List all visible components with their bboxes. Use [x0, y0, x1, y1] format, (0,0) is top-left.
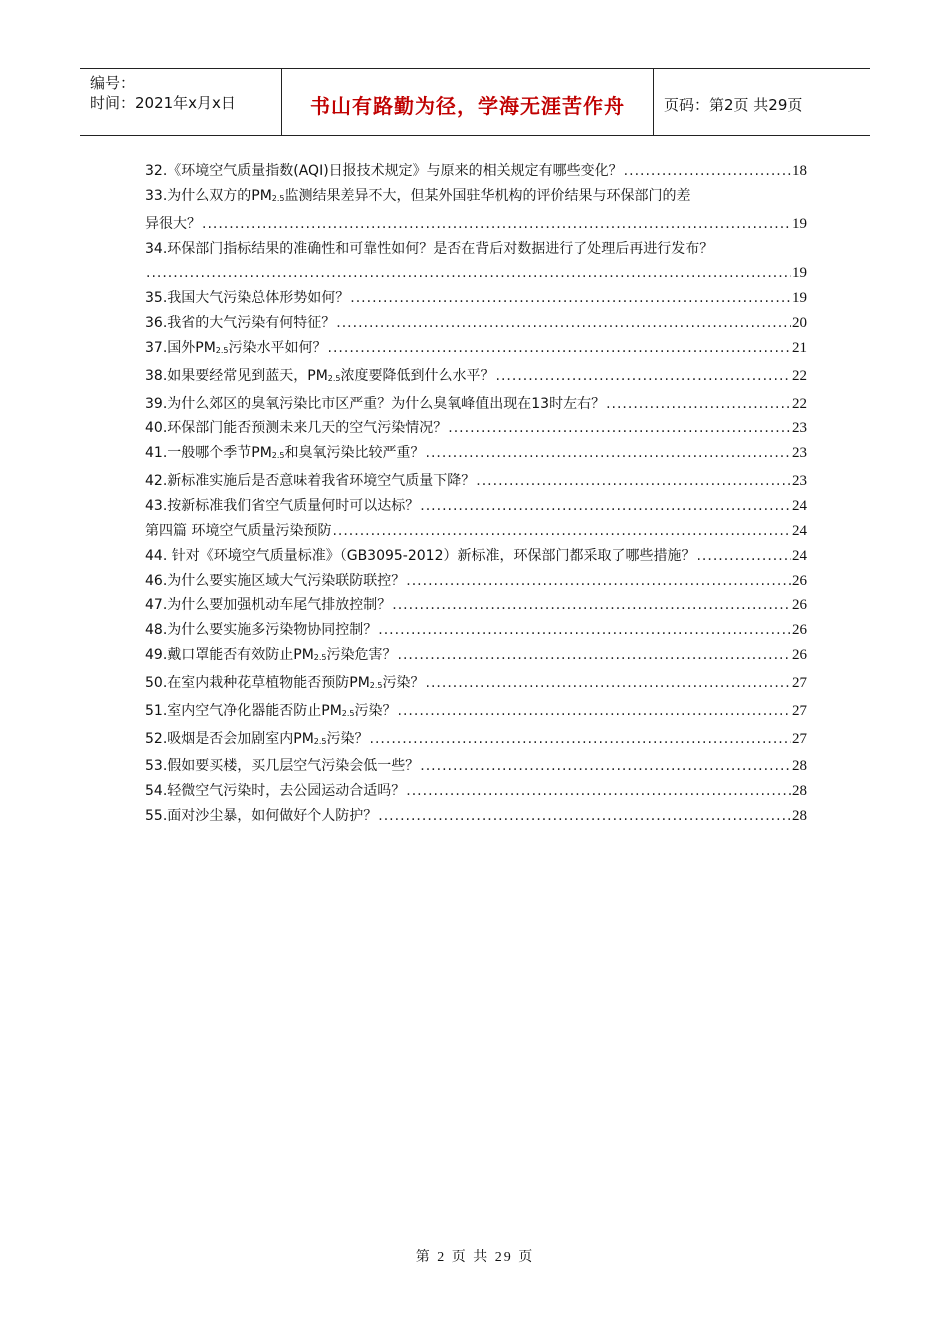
toc-entry-title: 51.室内空气净化器能否防止PM2.5污染？	[145, 702, 397, 719]
toc-entry[interactable]	[145, 392, 807, 417]
toc-dot-leader	[336, 311, 791, 336]
toc-page-number: 24	[792, 497, 807, 514]
toc-entry-title: 50.在室内栽种花草植物能否预防PM2.5污染？	[145, 674, 425, 691]
toc-entry[interactable]	[145, 311, 807, 336]
toc-entry-title: 49.戴口罩能否有效防止PM2.5污染危害？	[145, 647, 397, 664]
header-meta	[80, 69, 282, 135]
toc-entry-title: 47.为什么要加强机动车尾气排放控制？	[145, 597, 392, 614]
toc-page-number: 23	[792, 420, 807, 437]
toc-page-number: 26	[792, 597, 807, 614]
toc-entry[interactable]	[145, 364, 807, 392]
toc-entry-title: 35.我国大气污染总体形势如何？	[145, 290, 350, 307]
toc-dot-leader	[624, 159, 791, 184]
toc-page-number: 23	[792, 445, 807, 462]
toc-dot-leader	[476, 469, 791, 494]
toc-entry-title: 37.国外PM2.5污染水平如何？	[145, 339, 327, 356]
toc-entry-line: 33.为什么双方的PM2.5监测结果差异不大，但某外国驻华机构的评价结果与环保部门的差	[145, 187, 691, 204]
toc-page-number: 19	[792, 265, 807, 282]
toc-dot-leader	[350, 286, 791, 311]
toc-entry-title: 36.我省的大气污染有何特征？	[145, 315, 336, 332]
toc-dot-leader	[426, 441, 791, 466]
toc-entry-title: 55.面对沙尘暴，如何做好个人防护？	[145, 808, 378, 825]
toc-entry[interactable]	[145, 416, 807, 441]
toc-entry[interactable]	[145, 754, 807, 779]
toc-entry-line: 34.环保部门指标结果的准确性和可靠性如何？是否在背后对数据进行了处理后再进行发布？	[145, 240, 714, 257]
toc-dot-leader	[496, 364, 791, 389]
toc-dot-leader	[420, 754, 791, 779]
toc-page-number: 20	[792, 315, 807, 332]
toc-dot-leader	[406, 569, 791, 594]
toc-entry[interactable]	[145, 699, 807, 727]
toc-entry-title: 43.按新标准我们省空气质量何时可以达标？	[145, 497, 420, 514]
toc-page-number: 26	[792, 572, 807, 589]
toc-dot-leader	[146, 261, 791, 286]
toc-entry[interactable]	[145, 159, 807, 184]
toc-dot-leader	[398, 643, 791, 668]
toc-page-number: 27	[792, 674, 807, 691]
toc-entry[interactable]	[145, 336, 807, 364]
toc-page-number: 28	[792, 808, 807, 825]
toc-page-number: 27	[792, 730, 807, 747]
page-header	[80, 68, 870, 136]
toc-page-number: 18	[792, 163, 807, 179]
toc-page-number: 28	[792, 758, 807, 775]
toc-entry-title: 48.为什么要实施多污染物协同控制？	[145, 622, 378, 639]
toc-dot-leader	[426, 671, 791, 696]
toc-entry-title: 38.如果要经常见到蓝天，PM2.5浓度要降低到什么水平？	[145, 367, 495, 384]
toc-entry[interactable]	[145, 727, 807, 755]
toc-entry-title: 41.一般哪个季节PM2.5和臭氧污染比较严重？	[145, 445, 425, 462]
toc-dot-leader	[392, 593, 791, 618]
table-of-contents	[145, 159, 807, 829]
toc-page-number: 23	[792, 473, 807, 490]
toc-page-number: 22	[792, 395, 807, 412]
toc-dot-leader	[398, 699, 791, 724]
toc-entry-title: 32.《环境空气质量指数(AQI)日报技术规定》与原来的相关规定有哪些变化？	[145, 163, 623, 179]
toc-entry[interactable]	[145, 519, 807, 544]
toc-page-number: 22	[792, 367, 807, 384]
document-date: 时间：2021年x月x日	[90, 94, 236, 112]
toc-entry[interactable]	[145, 643, 807, 671]
toc-entry-title: 40.环保部门能否预测未来几天的空气污染情况？	[145, 420, 448, 437]
header-page-info: 页码：第2页 共29页	[664, 95, 803, 114]
toc-entry[interactable]	[145, 261, 807, 286]
toc-dot-leader	[448, 416, 791, 441]
toc-entry[interactable]	[145, 569, 807, 594]
toc-entry-title: 异很大？	[145, 215, 201, 232]
toc-page-number: 21	[792, 339, 807, 356]
toc-entry-title: 39.为什么郊区的臭氧污染比市区严重？为什么臭氧峰值出现在13时左右？	[145, 395, 606, 412]
toc-entry-title: 46.为什么要实施区域大气污染联防联控？	[145, 572, 406, 589]
toc-dot-leader	[696, 544, 791, 569]
toc-entry-title: 第四篇 环境空气质量污染预防	[145, 522, 332, 539]
toc-entry[interactable]	[145, 618, 807, 643]
toc-dot-leader	[328, 336, 791, 361]
toc-dot-leader	[378, 618, 791, 643]
page-footer: 第 2 页 共 29 页	[415, 1250, 535, 1265]
toc-page-number: 28	[792, 783, 807, 800]
toc-entry-title: 53.假如要买楼，买几层空气污染会低一些？	[145, 758, 420, 775]
toc-entry-title: 44. 针对《环境空气质量标准》（GB3095-2012）新标准，环保部门都采取了哪些措施？	[145, 547, 696, 564]
toc-entry[interactable]	[145, 494, 807, 519]
toc-page-number: 24	[792, 522, 807, 539]
toc-dot-leader	[406, 779, 791, 804]
toc-entry-title: 54.轻微空气污染时，去公园运动合适吗？	[145, 783, 406, 800]
toc-page-number: 24	[792, 547, 807, 564]
toc-page-number: 27	[792, 702, 807, 719]
toc-dot-leader	[332, 519, 791, 544]
toc-entry[interactable]	[145, 593, 807, 618]
toc-page-number: 26	[792, 647, 807, 664]
toc-entry[interactable]	[145, 441, 807, 469]
document-number-label: 编号：	[90, 74, 136, 92]
toc-entry[interactable]	[145, 212, 807, 237]
toc-entry[interactable]	[145, 469, 807, 494]
toc-entry-title: 42.新标准实施后是否意味着我省环境空气质量下降？	[145, 473, 476, 490]
toc-dot-leader	[606, 392, 791, 417]
toc-page-number: 26	[792, 622, 807, 639]
toc-entry[interactable]	[145, 544, 807, 569]
toc-entry[interactable]	[145, 671, 807, 699]
toc-dot-leader	[378, 804, 791, 829]
toc-entry[interactable]	[145, 779, 807, 804]
toc-dot-leader	[420, 494, 791, 519]
toc-entry-title: 52.吸烟是否会加剧室内PM2.5污染？	[145, 730, 369, 747]
toc-page-number: 19	[792, 290, 807, 307]
toc-dot-leader	[202, 212, 791, 237]
toc-page-number: 19	[792, 215, 807, 232]
toc-dot-leader	[370, 727, 791, 752]
header-motto: 书山有路勤为径，学海无涯苦作舟	[282, 69, 654, 135]
toc-entry[interactable]	[145, 286, 807, 311]
toc-entry[interactable]	[145, 804, 807, 829]
